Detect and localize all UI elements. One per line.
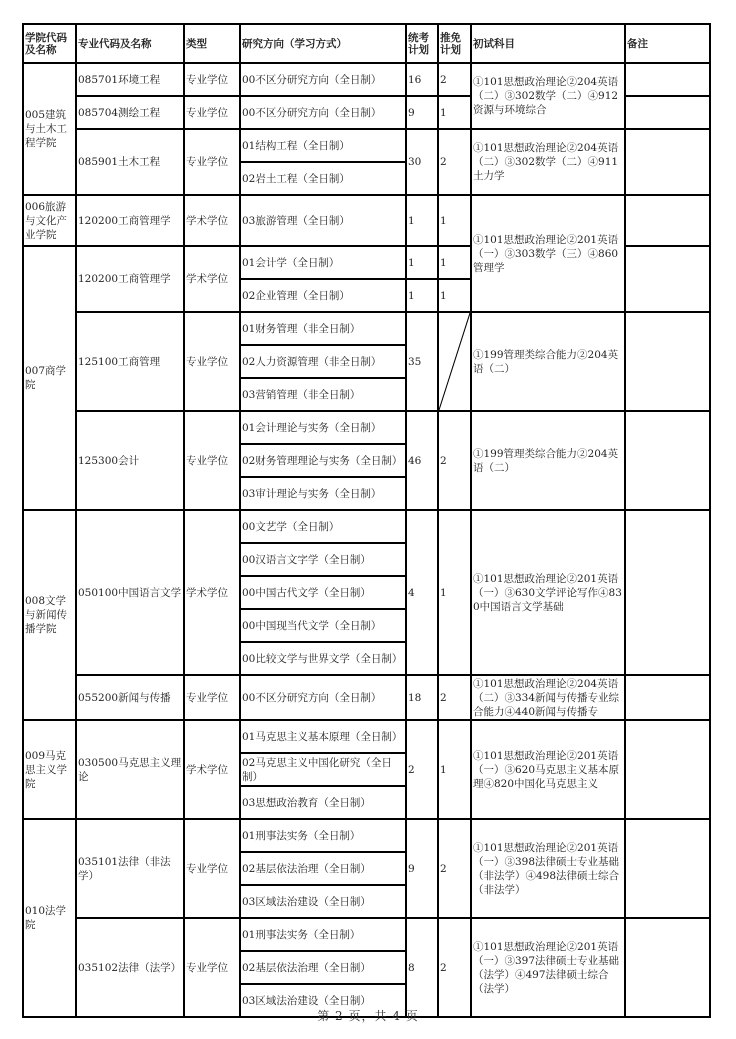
- exam-plan: 35: [406, 312, 438, 411]
- exam-plan: 9: [406, 96, 438, 129]
- degree-type: 专业学位: [184, 312, 240, 411]
- research-direction: 03思想政治教育（全日制）: [240, 786, 406, 819]
- college-name: 007商学院: [23, 246, 76, 510]
- table-row: [23, 195, 710, 246]
- research-direction: 02人力资源管理（非全日制）: [240, 345, 406, 378]
- major-name: 120200工商管理学: [76, 246, 184, 312]
- research-direction: 02财务管理理论与实务（全日制）: [240, 444, 406, 477]
- major-name: 125100工商管理: [76, 312, 184, 411]
- exam-plan: 1: [406, 246, 438, 279]
- notes: [625, 411, 710, 510]
- degree-type: 专业学位: [184, 96, 240, 129]
- exam-subjects-text: ①199管理类综合能力②204英语（二）: [473, 348, 619, 375]
- header-exempt-plan: 推免计划: [438, 24, 471, 63]
- header-row: [23, 24, 710, 63]
- exam-subjects-text: ①101思想政治理论②201英语（一）③397法律硕士专业基础（法学）④497法律硕士综合（法学）: [473, 940, 620, 995]
- exam-subjects-text: ①101思想政治理论②204英语（二）③334新闻与传播专业综合能力④440新闻与传播专: [473, 677, 620, 718]
- major-name: 050100中国语言文学: [76, 510, 184, 675]
- major-name: 030500马克思主义理论: [76, 720, 184, 819]
- exempt-plan: 1: [438, 195, 471, 246]
- research-direction: 00不区分研究方向（全日制）: [240, 63, 406, 96]
- exam-plan: 8: [406, 918, 438, 1017]
- exam-subjects-text: ①101思想政治理论②204英语（二）③302数学（二）④912资源与环境综合: [473, 76, 619, 116]
- header-major: 专业代码及名称: [76, 24, 184, 63]
- exam-subjects-text: ①101思想政治理论②201英语（一）③303数学（三）④860管理学: [473, 233, 619, 274]
- table-row: [23, 918, 710, 951]
- research-direction: 01会计学（全日制）: [240, 246, 406, 279]
- degree-type: 学术学位: [184, 246, 240, 312]
- table-row: [23, 510, 710, 543]
- exam-subjects-text: ①199管理类综合能力②204英语（二）: [473, 447, 619, 474]
- header-type: 类型: [184, 24, 240, 63]
- research-direction: 00中国古代文学（全日制）: [240, 576, 406, 609]
- major-name: 035101法律（非法学）: [76, 819, 184, 918]
- header-college: 学院代码及名称: [23, 24, 76, 63]
- major-name: 085901土木工程: [76, 129, 184, 195]
- notes: [625, 246, 710, 312]
- exam-plan: 4: [406, 510, 438, 675]
- exam-subjects-text: ①101思想政治理论②204英语（二）③302数学（二）④911土力学: [473, 142, 619, 182]
- exam-subjects: [471, 675, 625, 720]
- exempt-plan: 1: [438, 720, 471, 819]
- research-direction: 00中国现当代文学（全日制）: [240, 609, 406, 642]
- exempt-plan-diagonal: [438, 312, 471, 411]
- exam-plan: 1: [406, 195, 438, 246]
- degree-type: 专业学位: [184, 129, 240, 195]
- exam-plan: 16: [406, 63, 438, 96]
- degree-type: 学术学位: [184, 195, 240, 246]
- exam-plan: 18: [406, 675, 438, 720]
- table-row: [23, 63, 710, 96]
- exempt-plan: 1: [438, 246, 471, 279]
- notes: [625, 819, 710, 918]
- exempt-plan: 2: [438, 675, 471, 720]
- exempt-plan: 1: [438, 279, 471, 312]
- research-direction: 03审计理论与实务（全日制）: [240, 477, 406, 510]
- degree-type: 学术学位: [184, 720, 240, 819]
- research-direction: 00文艺学（全日制）: [240, 510, 406, 543]
- research-direction: 02基层依法治理（全日制）: [240, 852, 406, 885]
- exam-plan: 30: [406, 129, 438, 195]
- exempt-plan: 1: [438, 96, 471, 129]
- exempt-plan: 2: [438, 918, 471, 1017]
- exam-subjects: [471, 819, 625, 918]
- exam-plan: 2: [406, 720, 438, 819]
- exempt-plan: 2: [438, 411, 471, 510]
- exam-plan: 9: [406, 819, 438, 918]
- exempt-plan: 1: [438, 510, 471, 675]
- college-name: 006旅游与文化产业学院: [23, 195, 76, 246]
- degree-type: 专业学位: [184, 819, 240, 918]
- table-row: [23, 129, 710, 162]
- college-name: 008文学与新闻传播学院: [23, 510, 76, 720]
- research-direction: 03旅游管理（全日制）: [240, 195, 406, 246]
- table-row: [23, 720, 710, 753]
- exam-subjects: [471, 510, 625, 675]
- research-direction: 00不区分研究方向（全日制）: [240, 96, 406, 129]
- header-direction: 研究方向（学习方式）: [240, 24, 406, 63]
- research-direction: 03区域法治建设（全日制）: [240, 984, 406, 1017]
- research-direction: 01会计理论与实务（全日制）: [240, 411, 406, 444]
- research-direction: 03营销管理（非全日制）: [240, 378, 406, 411]
- exam-plan: 1: [406, 279, 438, 312]
- exempt-plan: 2: [438, 129, 471, 195]
- research-direction: 01刑事法实务（全日制）: [240, 819, 406, 852]
- enrollment-table: [22, 23, 711, 1018]
- research-direction: 02基层依法治理（全日制）: [240, 951, 406, 984]
- research-direction: 03区域法治建设（全日制）: [240, 885, 406, 918]
- exam-plan: 46: [406, 411, 438, 510]
- header-notes: 备注: [625, 24, 710, 63]
- degree-type: 学术学位: [184, 510, 240, 675]
- notes: [625, 195, 710, 246]
- notes: [625, 129, 710, 195]
- exempt-plan: 2: [438, 63, 471, 96]
- degree-type: 专业学位: [184, 411, 240, 510]
- exam-subjects: [471, 63, 625, 129]
- notes: [625, 510, 710, 675]
- research-direction: 02企业管理（全日制）: [240, 279, 406, 312]
- major-name: 085701环境工程: [76, 63, 184, 96]
- notes: [625, 918, 710, 1017]
- exempt-plan: 2: [438, 819, 471, 918]
- degree-type: 专业学位: [184, 63, 240, 96]
- major-name: 125300会计: [76, 411, 184, 510]
- exam-subjects-text: ①101思想政治理论②201英语（一）③398法律硕士专业基础（非法学）④498法律硕士综合（非法学）: [473, 841, 620, 896]
- research-direction: 00比较文学与世界文学（全日制）: [240, 642, 406, 675]
- exam-subjects-text: ①101思想政治理论②201英语（一）③620马克思主义基本原理④820中国化马克思主义: [473, 749, 620, 790]
- table-row: [23, 675, 710, 720]
- major-name: 085704测绘工程: [76, 96, 184, 129]
- exam-subjects: [471, 411, 625, 510]
- major-name: 055200新闻与传播: [76, 675, 184, 720]
- research-direction: 00不区分研究方向（全日制）: [240, 675, 406, 720]
- notes: [625, 675, 710, 720]
- notes: [625, 720, 710, 819]
- exam-subjects: [471, 918, 625, 1017]
- exam-subjects: [471, 312, 625, 411]
- major-name: 035102法律（法学）: [76, 918, 184, 1017]
- college-name: 010法学院: [23, 819, 76, 1017]
- notes: [625, 63, 710, 96]
- college-name: 005建筑与土木工程学院: [23, 63, 76, 195]
- research-direction: 01刑事法实务（全日制）: [240, 918, 406, 951]
- exam-subjects: [471, 195, 625, 312]
- research-direction: 01结构工程（全日制）: [240, 129, 406, 162]
- research-direction: 01财务管理（非全日制）: [240, 312, 406, 345]
- research-direction: 01马克思主义基本原理（全日制）: [240, 720, 406, 753]
- research-direction: 00汉语言文字学（全日制）: [240, 543, 406, 576]
- degree-type: 专业学位: [184, 918, 240, 1017]
- research-direction: 02马克思主义中国化研究（全日制）: [240, 753, 406, 786]
- header-exam-plan: 统考计划: [406, 24, 438, 63]
- exam-subjects-text: ①101思想政治理论②201英语（一）③630文学评论写作④830中国语言文学基础: [473, 572, 622, 613]
- major-name: 120200工商管理学: [76, 195, 184, 246]
- table-row: [23, 819, 710, 852]
- header-subjects: 初试科目: [471, 24, 625, 63]
- table-row: [23, 411, 710, 444]
- research-direction: 02岩土工程（全日制）: [240, 162, 406, 195]
- diagonal-line: [439, 313, 470, 410]
- exam-subjects: [471, 720, 625, 819]
- notes: [625, 312, 710, 411]
- degree-type: 专业学位: [184, 675, 240, 720]
- page-footer: 第 2 页，共 4 页: [317, 1009, 419, 1023]
- exam-subjects: [471, 129, 625, 195]
- table-row: [23, 312, 710, 345]
- college-name: 009马克思主义学院: [23, 720, 76, 819]
- notes: [625, 96, 710, 129]
